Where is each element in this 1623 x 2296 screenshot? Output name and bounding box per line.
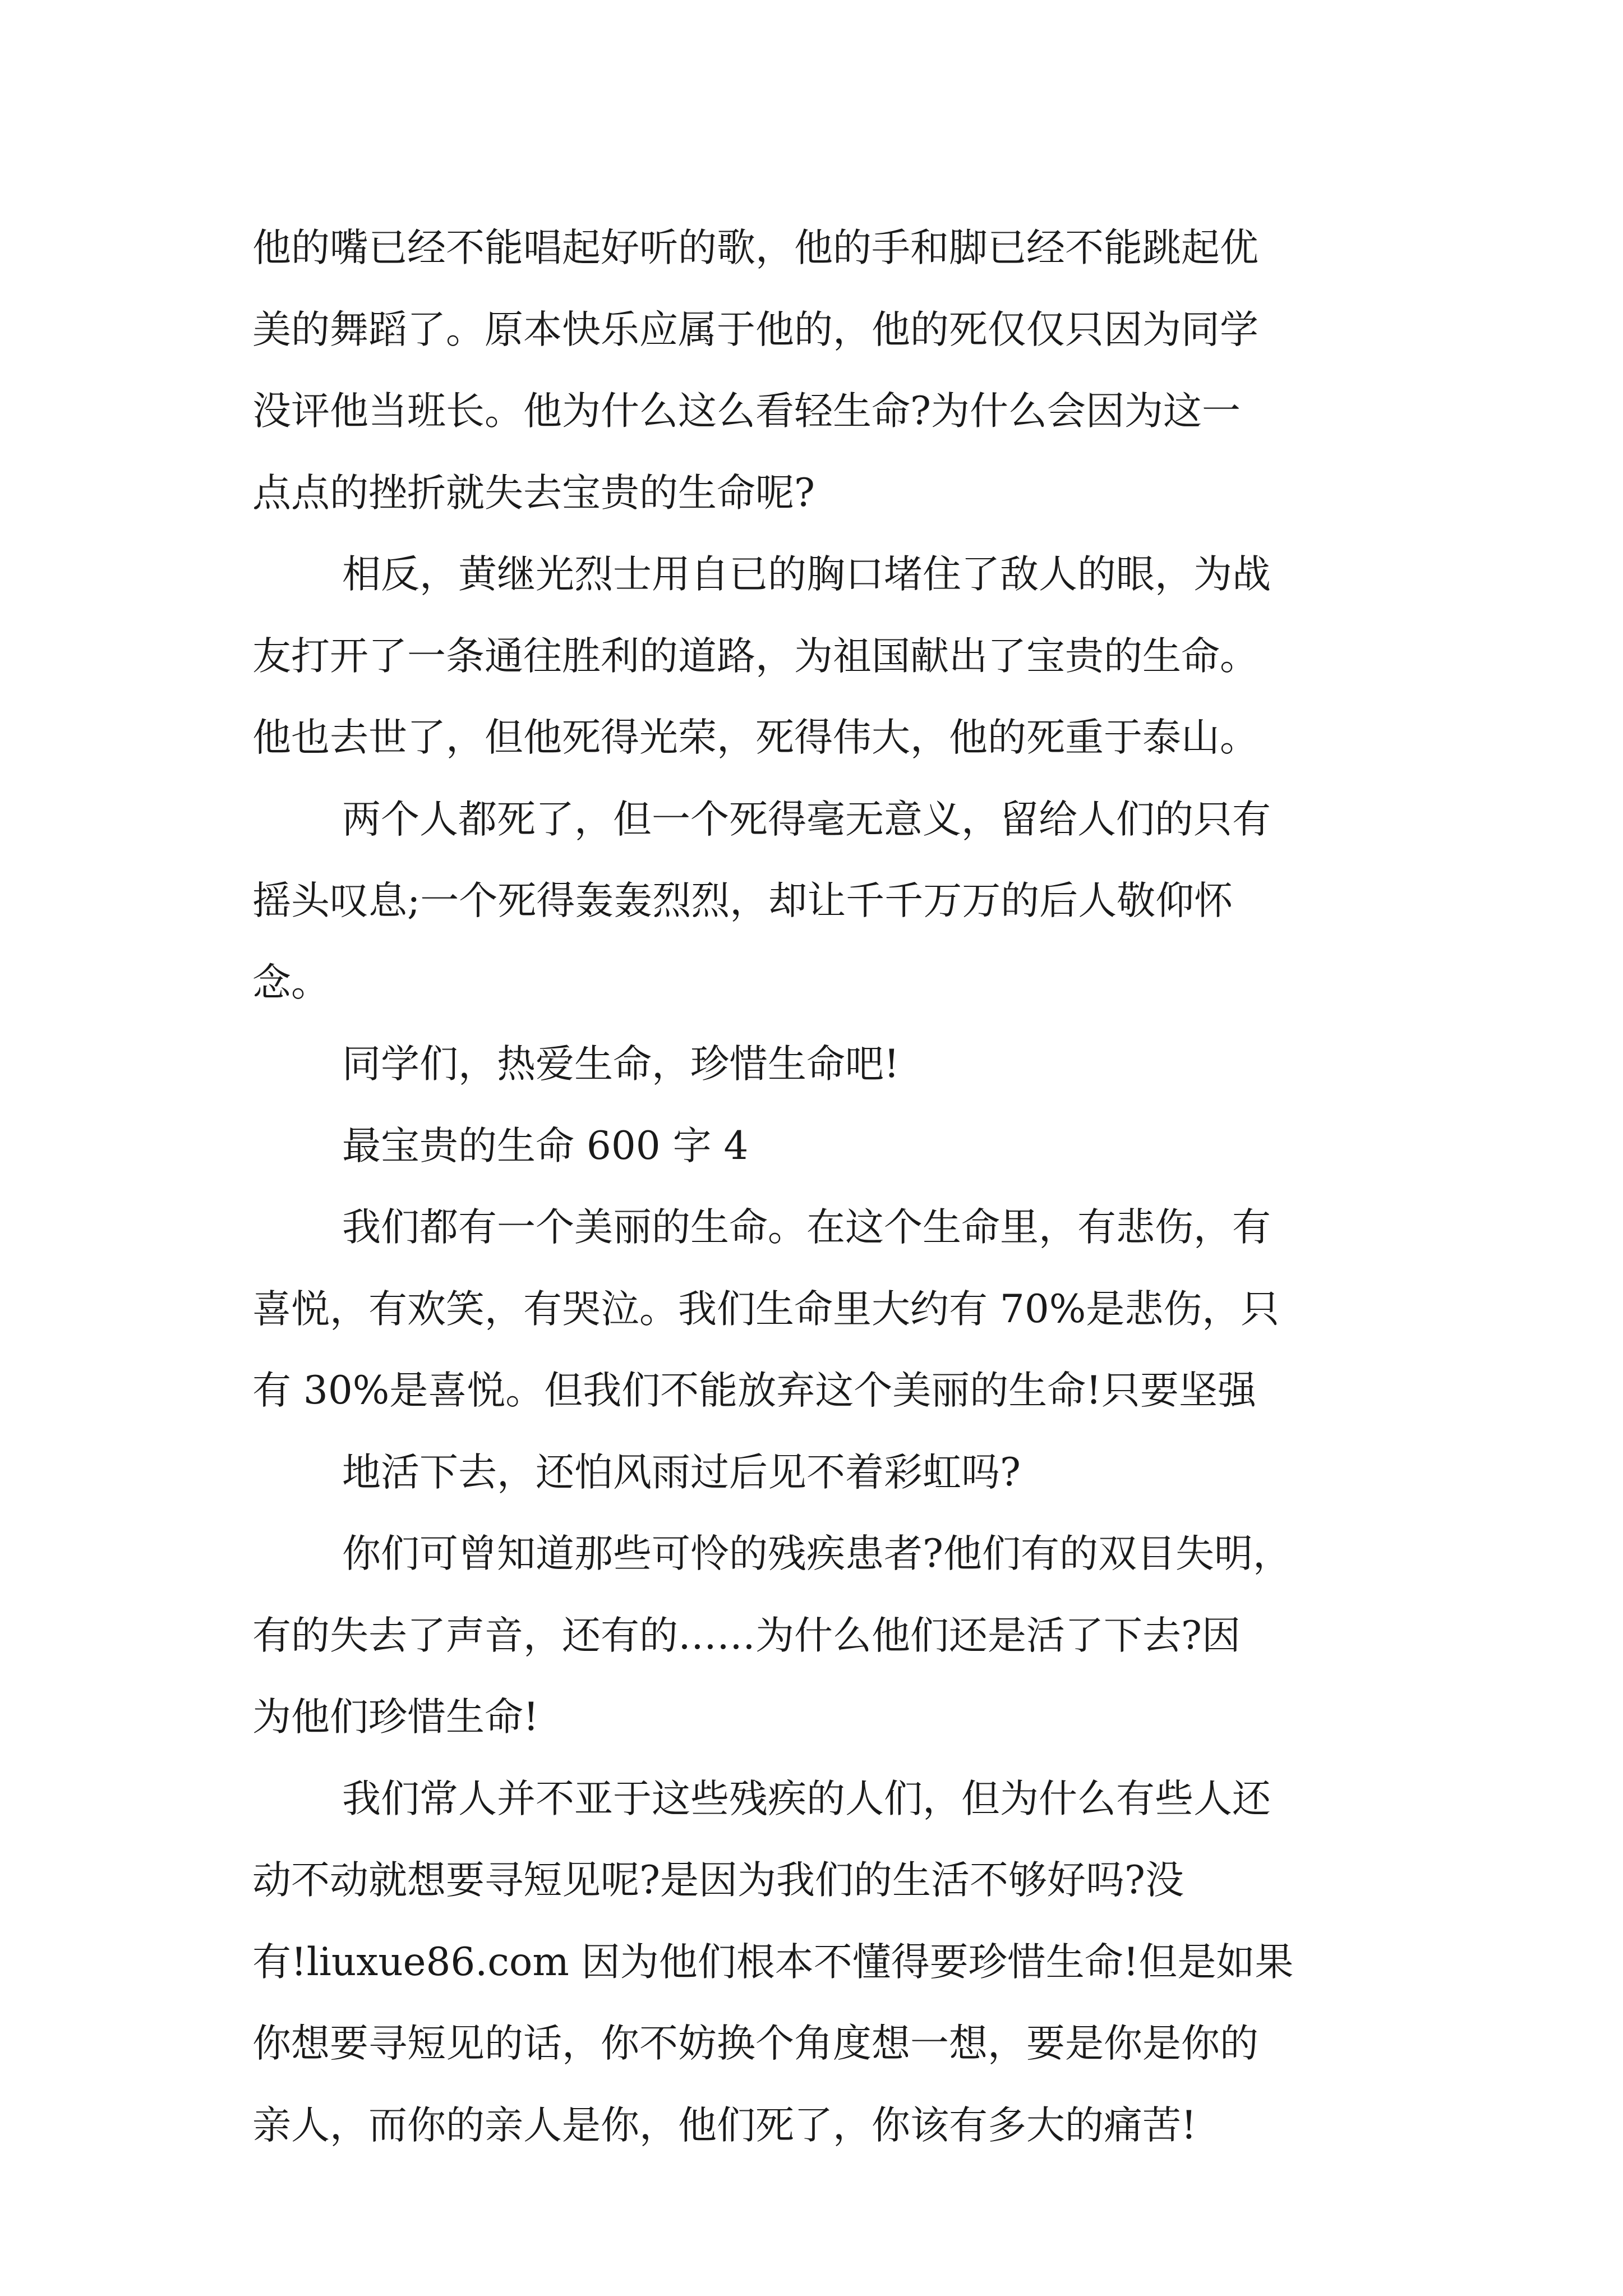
text-line: 摇头叹息;一个死得轰轰烈烈，却让千千万万的后人敬仰怀 (252, 878, 1233, 923)
text-line: 有 30%是喜悦。但我们不能放弃这个美丽的生命!只要坚强 (252, 1368, 1257, 1413)
text-line: 喜悦，有欢笑，有哭泣。我们生命里大约有 70%是悲伤，只 (252, 1286, 1280, 1332)
text-line: 有的失去了声音，还有的……为什么他们还是活了下去?因 (252, 1613, 1241, 1658)
text-line: 点点的挫折就失去宝贵的生命呢? (252, 470, 815, 516)
text-line: 他的嘴已经不能唱起好听的歌，他的手和脚已经不能跳起优 (252, 226, 1258, 270)
text-line: 没评他当班长。他为什么这么看轻生命?为什么会因为这一 (252, 389, 1241, 434)
text-line: 有!liuxue86.com 因为他们根本不懂得要珍惜生命!但是如果 (252, 1939, 1294, 1985)
text-line: 两个人都死了，但一个死得毫无意义，留给人们的只有 (342, 797, 1271, 842)
text-line: 动不动就想要寻短见呢?是因为我们的生活不够好吗?没 (252, 1858, 1184, 1903)
text-line: 相反，黄继光烈士用自已的胸口堵住了敌人的眼，为战 (342, 552, 1271, 597)
text-line: 他也去世了，但他死得光荣，死得伟大，他的死重于泰山。 (252, 715, 1258, 760)
text-line: 念。 (252, 960, 330, 1005)
text-line: 你想要寻短见的话，你不妨换个角度想一想，要是你是你的 (252, 2021, 1258, 2066)
text-line: 你们可曾知道那些可怜的残疾患者?他们有的双目失明， (342, 1531, 1292, 1576)
body-text (252, 208, 1408, 2166)
text-line: 我们都有一个美丽的生命。在这个生命里，有悲伤，有 (342, 1205, 1271, 1250)
text-line: 为他们珍惜生命! (252, 1695, 539, 1740)
text-line: 我们常人并不亚于这些残疾的人们，但为什么有些人还 (342, 1776, 1271, 1821)
text-line: 亲人，而你的亲人是你，他们死了，你该有多大的痛苦! (252, 2102, 1197, 2148)
text-line: 友打开了一条通往胜利的道路，为祖国献出了宝贵的生命。 (252, 633, 1258, 679)
text-line: 同学们，热爱生命，珍惜生命吧! (342, 1042, 900, 1087)
section-heading: 最宝贵的生命 600 字 4 (342, 1123, 749, 1168)
text-line: 美的舞蹈了。原本快乐应属于他的，他的死仅仅只因为同学 (252, 307, 1258, 352)
text-line: 地活下去，还怕风雨过后见不着彩虹吗? (342, 1450, 1021, 1495)
